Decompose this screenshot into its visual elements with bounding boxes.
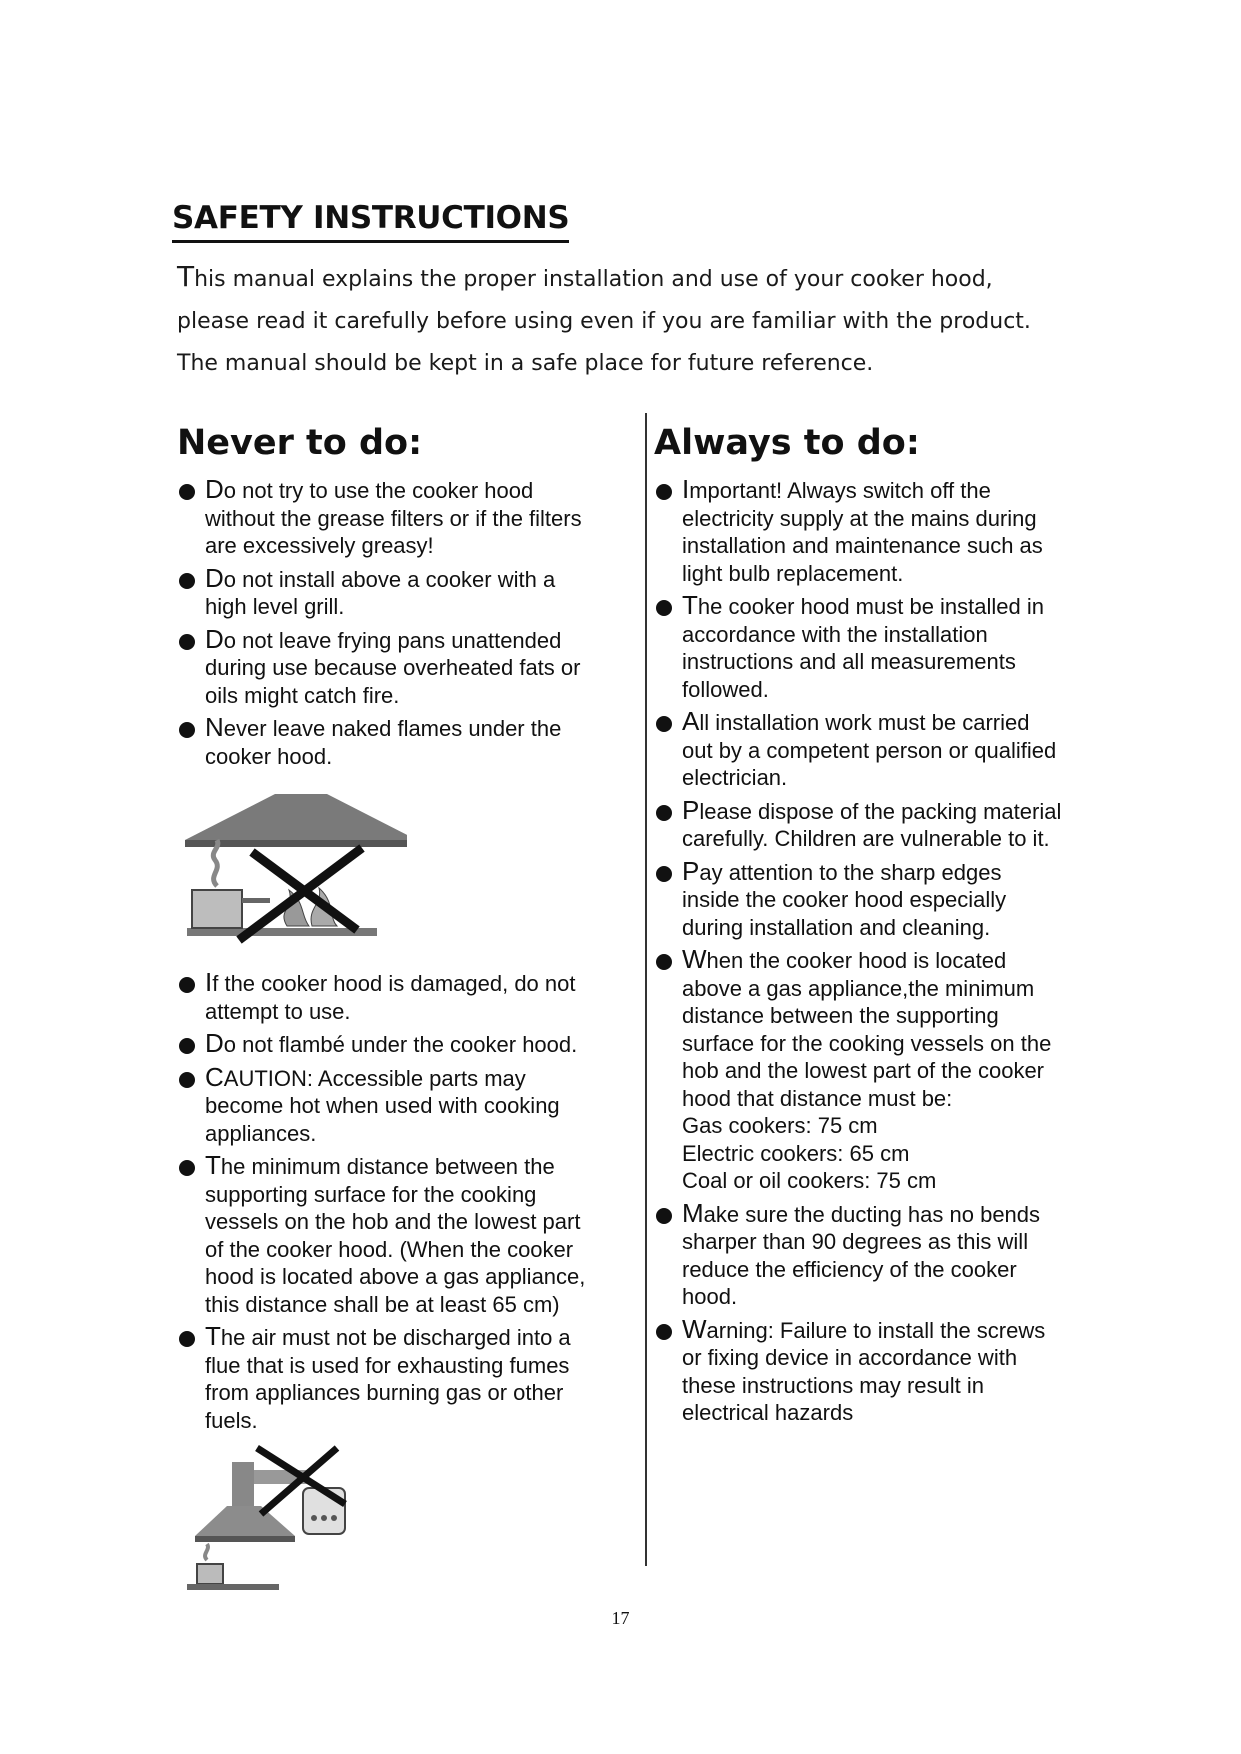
always-heading: Always to do: (654, 423, 920, 463)
item-text-line: Coal or oil cookers: 75 cm (682, 1168, 937, 1193)
bullet-icon (656, 954, 672, 970)
item-text-line: All installation work must be carried (682, 706, 1030, 736)
list-item (177, 1061, 637, 1148)
item-text-line: Please dispose of the packing material (682, 794, 1062, 825)
list-item (654, 855, 1094, 942)
intro-line-2: please read it carefully before using even if you are familiar with the product. (177, 309, 1031, 334)
item-text-line: distance between the supporting (682, 1003, 999, 1028)
item-text-line: high level grill. (205, 594, 345, 619)
hood-gas-flue-crossed-icon (177, 1444, 357, 1594)
item-initial: D (205, 562, 224, 593)
list-item (177, 969, 637, 1025)
item-text-line: electrician. (682, 765, 788, 790)
item-text-line: Pay attention to the sharp edges (682, 855, 1002, 886)
bullet-icon (179, 1072, 195, 1088)
item-initial: C (205, 1061, 224, 1092)
item-initial: W (682, 1313, 707, 1344)
always-list (654, 476, 1094, 1427)
list-item (177, 1152, 637, 1318)
bullet-icon (179, 1331, 195, 1347)
list-item (654, 1197, 1094, 1311)
item-text-line: without the grease filters or if the filters (205, 505, 582, 531)
item-text-line: Important! Always switch off the (682, 474, 991, 504)
item-text-line: surface for the cooking vessels on the (682, 1030, 1052, 1056)
item-text-line: oils might catch fire. (205, 682, 400, 708)
flue-warning-figure (177, 1444, 637, 1599)
item-text-line: hood is located above a gas appliance, (205, 1264, 586, 1289)
list-item (654, 794, 1094, 853)
item-text-line: become hot when used with cooking (205, 1093, 560, 1118)
item-text-line: out by a competent person or qualified (682, 737, 1057, 763)
item-initial: W (682, 944, 707, 974)
item-text-line: followed. (682, 676, 769, 702)
item-text-line: fuels. (205, 1407, 258, 1433)
item-text-line: this distance shall be at least 65 cm) (205, 1291, 560, 1317)
list-item (177, 476, 637, 560)
item-text-line: of the cooker hood. (When the cooker (205, 1236, 574, 1262)
item-text-line: during installation and cleaning. (682, 914, 991, 940)
item-text-line: supporting surface for the cooking (205, 1181, 537, 1207)
item-text-line: electrical hazards (682, 1400, 854, 1425)
list-item (654, 946, 1094, 1195)
item-text-line: Never leave naked flames under the (205, 712, 562, 742)
list-item (654, 592, 1094, 703)
bullet-icon (656, 866, 672, 882)
item-text-line: The cooker hood must be installed in (682, 590, 1044, 620)
item-initial: N (205, 712, 224, 742)
list-item (177, 623, 637, 710)
item-text-line: appliances. (205, 1120, 317, 1146)
item-text-line: CAUTION: Accessible parts may (205, 1061, 526, 1092)
item-text-line: attempt to use. (205, 998, 351, 1024)
item-text-line: flue that is used for exhausting fumes (205, 1352, 570, 1378)
never-list-continued (177, 969, 637, 1434)
item-initial: T (682, 590, 698, 620)
item-initial: I (682, 474, 690, 504)
item-text-line: during use because overheated fats or (205, 655, 581, 680)
page-number: 17 (611, 1608, 630, 1628)
item-text-line: light bulb replacement. (682, 560, 904, 586)
never-list (177, 476, 637, 770)
item-initial: T (205, 1321, 221, 1351)
item-text-line: hood. (682, 1284, 738, 1309)
list-item (177, 1030, 637, 1059)
hood-flame-warning-figure (177, 790, 637, 955)
list-item (177, 714, 637, 770)
item-text-line: electricity supply at the mains during (682, 505, 1037, 531)
item-text-line: When the cooker hood is located (682, 944, 1007, 974)
list-item (654, 708, 1094, 792)
item-text-line: If the cooker hood is damaged, do not (205, 967, 576, 997)
never-heading: Never to do: (177, 423, 423, 463)
bullet-icon (656, 484, 672, 500)
item-initial: P (682, 855, 700, 886)
bullet-icon (179, 1038, 195, 1054)
item-text-line: accordance with the installation (682, 621, 988, 647)
bullet-icon (179, 634, 195, 650)
never-to-do-column (177, 418, 637, 1613)
item-text-line: Do not leave frying pans unattended (205, 623, 562, 654)
always-to-do-column (654, 418, 1094, 1432)
item-text-line: carefully. Children are vulnerable to it. (682, 826, 1050, 851)
item-text-line: are excessively greasy! (205, 533, 434, 558)
list-item (654, 1313, 1094, 1427)
bullet-icon (656, 716, 672, 732)
bullet-icon (656, 1208, 672, 1224)
item-initial: T (205, 1150, 221, 1180)
item-initial: P (682, 794, 700, 825)
item-text-line: from appliances burning gas or other (205, 1380, 564, 1405)
item-text-line: Make sure the ducting has no bends (682, 1197, 1041, 1228)
item-text-line: Electric cookers: 65 cm (682, 1140, 910, 1166)
item-text-line: these instructions may result in (682, 1372, 985, 1398)
item-text-line: Warning: Failure to install the screws (682, 1313, 1046, 1344)
item-text-line: instructions and all measurements (682, 649, 1016, 674)
bullet-icon (179, 573, 195, 589)
bullet-icon (656, 600, 672, 616)
item-text-line: vessels on the hob and the lowest part (205, 1209, 581, 1234)
item-text-line: The air must not be discharged into a (205, 1321, 571, 1351)
page-title: SAFETY INSTRUCTIONS (172, 198, 569, 243)
item-text-line: or fixing device in accordance with (682, 1345, 1018, 1370)
item-text-line: The minimum distance between the (205, 1150, 555, 1180)
item-text-line: hob and the lowest part of the cooker (682, 1058, 1045, 1083)
item-text-line: Do not try to use the cooker hood (205, 474, 534, 504)
bullet-icon (179, 484, 195, 500)
item-text-line: inside the cooker hood especially (682, 887, 1007, 912)
item-text-line: sharper than 90 degrees as this will (682, 1229, 1029, 1254)
column-divider (645, 413, 647, 1566)
item-initial: I (205, 967, 213, 997)
intro-line-3: The manual should be kept in a safe place for future reference. (177, 351, 874, 376)
item-text-line: Do not flambé under the cooker hood. (205, 1028, 578, 1058)
list-item (177, 1323, 637, 1434)
item-initial: D (205, 474, 224, 504)
hood-over-flame-crossed-icon (177, 790, 407, 950)
bullet-icon (179, 1160, 195, 1176)
list-item (177, 562, 637, 621)
item-initial: M (682, 1197, 704, 1228)
bullet-icon (656, 1324, 672, 1340)
intro-paragraph (177, 256, 1077, 385)
item-text-line: hood that distance must be: (682, 1085, 953, 1111)
bullet-icon (656, 805, 672, 821)
bullet-icon (179, 722, 195, 738)
bullet-icon (179, 977, 195, 993)
item-text-line: reduce the efficiency of the cooker (682, 1256, 1017, 1282)
item-initial: D (205, 1028, 224, 1058)
item-text-line: above a gas appliance,the minimum (682, 975, 1035, 1001)
item-text-line: Gas cookers: 75 cm (682, 1113, 878, 1138)
item-text-line: Do not install above a cooker with a (205, 562, 556, 593)
item-text-line: installation and maintenance such as (682, 533, 1043, 558)
intro-line-1: This manual explains the proper installation and use of your cooker hood, (177, 260, 993, 293)
item-initial: A (682, 706, 700, 736)
list-item (654, 476, 1094, 587)
item-text-line: cooker hood. (205, 743, 333, 769)
item-initial: D (205, 623, 224, 654)
